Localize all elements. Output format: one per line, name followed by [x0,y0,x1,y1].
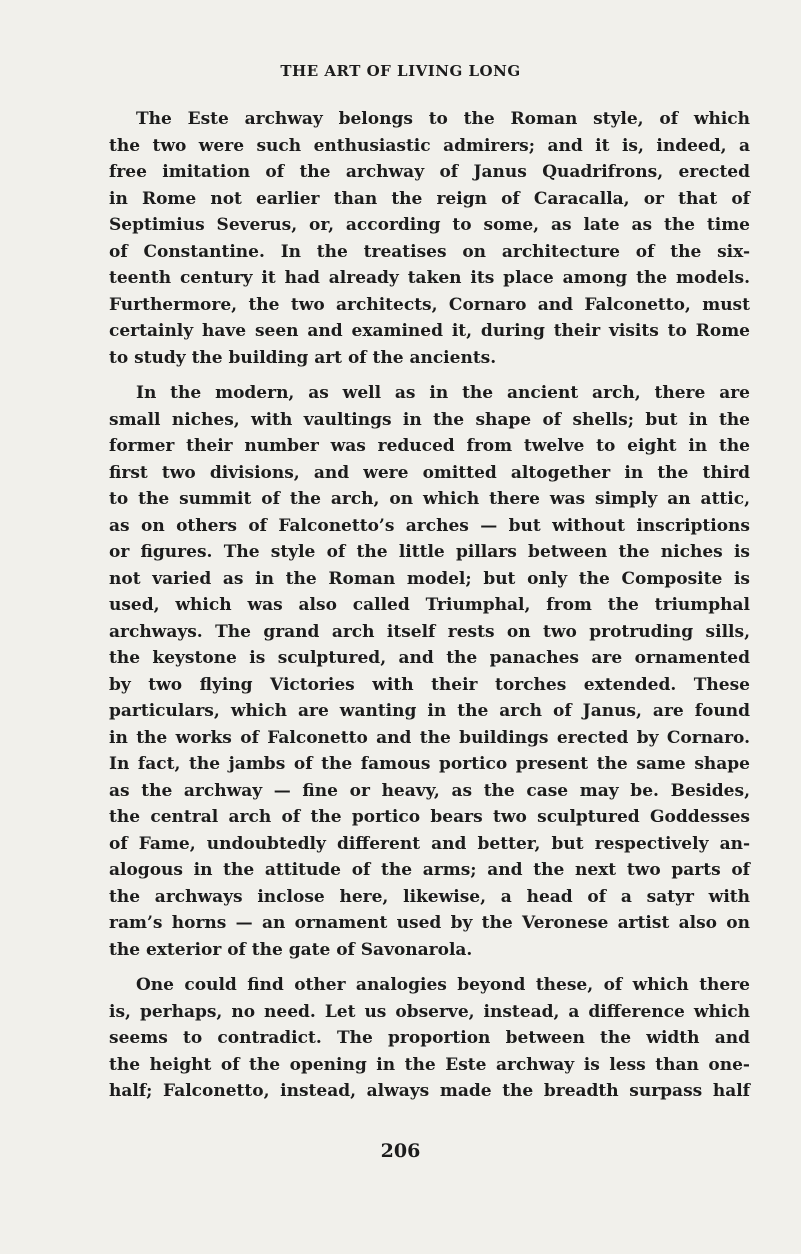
text-line: free imitation of the archway of Janus Quadrifrons, erected [109,162,750,182]
text-line: former their number was reduced from twelve to eight in the [109,436,750,456]
text-line: archways. The grand arch itself rests on two protruding sills, [109,621,750,642]
text-line: half; Falconetto, instead, always made the breadth surpass half [109,1081,750,1101]
page-number: 206 [380,1140,421,1162]
paragraph-2 [109,380,750,963]
text-line: In the modern, as well as in the ancient arch, there are [136,383,750,403]
text-line: the central arch of the portico bears two sculptured Goddesses [109,807,750,827]
text-line: seems to contradict. The proportion between the width and [109,1028,750,1048]
text-line: as on others of Falconetto’s arches — but without inscriptions [109,515,750,536]
text-line: is, perhaps, no need. Let us observe, instead, a difference which [109,1001,750,1022]
text-line: of Fame, undoubtedly different and better, but respectively an- [109,833,750,854]
text-line: in Rome not earlier than the reign of Caracalla, or that of [109,188,750,209]
text-line: teenth century it had already taken its place among the models. [109,268,750,288]
text-line: the keystone is sculptured, and the panaches are ornamented [109,648,750,668]
text-line: Furthermore, the two architects, Cornaro and Falconetto, must [109,294,750,315]
text-line: the height of the opening in the Este archway is less than one- [109,1054,750,1075]
text-line: particulars, which are wanting in the arch of Janus, are found [109,701,750,721]
text-line: used, which was also called Triumphal, from the triumphal [109,595,750,615]
text-line: to study the building art of the ancients. [109,347,497,368]
text-line: as the archway — fine or heavy, as the case may be. Besides, [109,780,750,801]
text-line: certainly have seen and examined it, during their visits to Rome [109,321,750,341]
text-line: One could find other analogies beyond these, of which there [136,975,750,995]
text-line: alogous in the attitude of the arms; and the next two parts of [109,860,750,880]
text-line: the exterior of the gate of Savonarola. [109,939,473,960]
running-head: THE ART OF LIVING LONG [280,62,521,80]
text-line: in the works of Falconetto and the buildings erected by Cornaro. [109,727,750,748]
paragraph-3 [109,972,750,1105]
paragraph-1 [109,106,750,371]
text-line: The Este archway belongs to the Roman style, of which [136,109,750,129]
body-text [109,106,750,1105]
text-line: first two divisions, and were omitted altogether in the third [109,462,750,483]
text-line: to the summit of the arch, on which there was simply an attic, [109,489,750,509]
text-line: or figures. The style of the little pillars between the niches is [109,542,750,562]
text-line: Septimius Severus, or, according to some, as late as the time [109,215,750,235]
text-line: the archways inclose here, likewise, a head of a satyr with [109,886,750,907]
text-line: the two were such enthusiastic admirers; and it is, indeed, a [109,135,750,156]
text-line: In fact, the jambs of the famous portico present the same shape [109,754,750,774]
text-line: small niches, with vaultings in the shape of shells; but in the [109,409,750,430]
text-line: not varied as in the Roman model; but only the Composite is [109,568,750,589]
text-line: by two flying Victories with their torches extended. These [109,674,750,695]
text-line: of Constantine. In the treatises on architecture of the six- [109,241,750,262]
text-line: ram’s horns — an ornament used by the Veronese artist also on [109,913,750,933]
